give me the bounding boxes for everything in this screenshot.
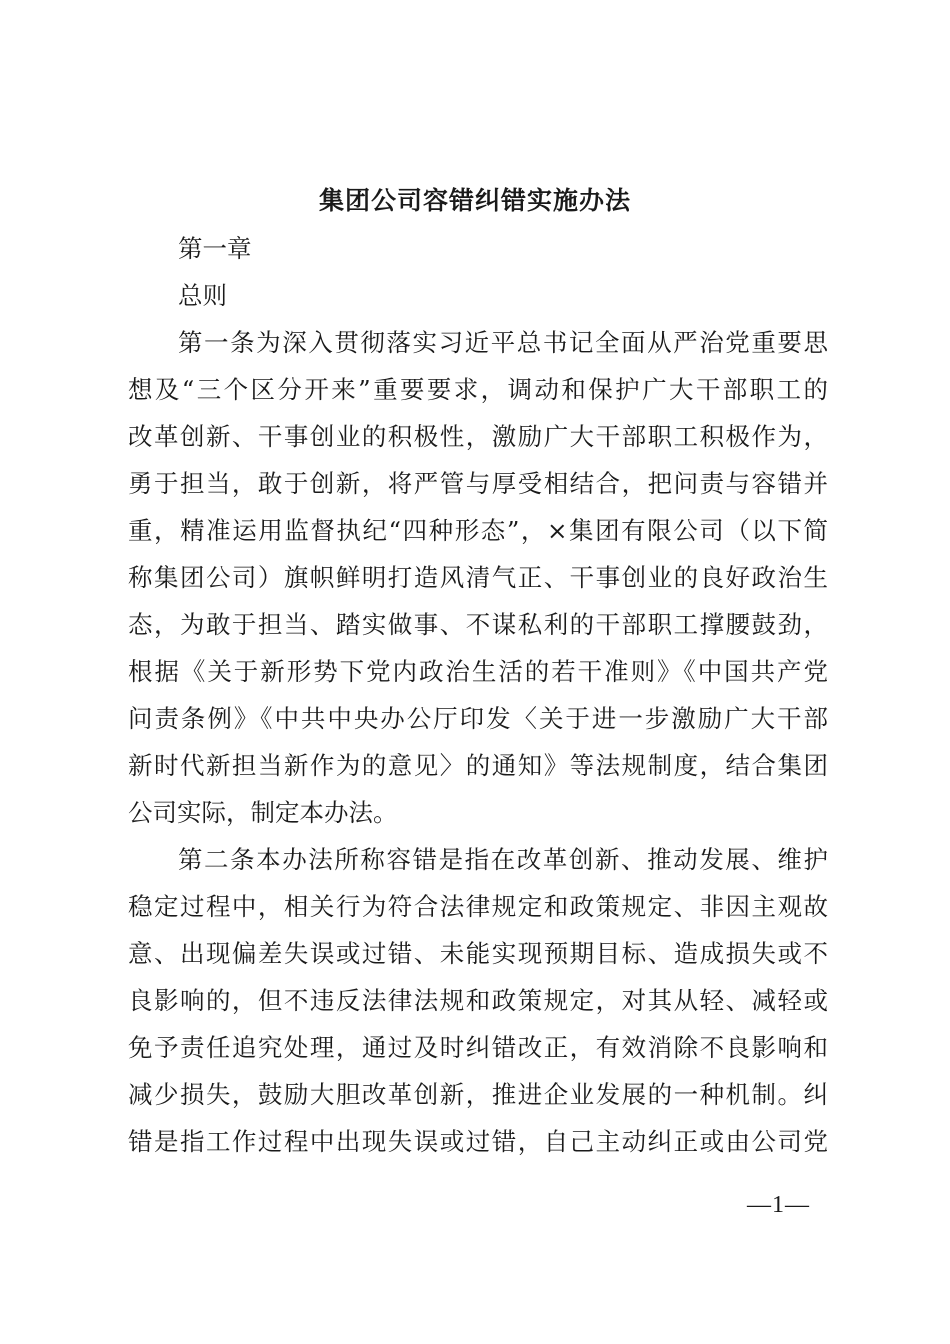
paragraph-line: 公司实际，制定本办法。 — [128, 798, 398, 827]
article-1 — [128, 319, 828, 836]
paragraph-line: 根据《关于新形势下党内政治生活的若干准则》《中国共产党 — [128, 657, 828, 686]
page-number: —1— — [747, 1192, 810, 1218]
paragraph-line: 错是指工作过程中出现失误或过错，自己主动纠正或由公司党 — [128, 1127, 828, 1156]
document-title: 集团公司容错纠错实施办法 — [318, 186, 631, 215]
paragraph-line: 改革创新、干事创业的积极性，激励广大干部职工积极作为， — [128, 422, 828, 451]
paragraph-line: 称集团公司）旗帜鲜明打造风清气正、干事创业的良好政治生 — [128, 563, 828, 592]
paragraph-line: 第二条本办法所称容错是指在改革创新、推动发展、维护 — [178, 845, 828, 874]
article-2 — [128, 836, 828, 1165]
document-body — [128, 225, 828, 1165]
paragraph-line: 免予责任追究处理，通过及时纠错改正，有效消除不良影响和 — [128, 1033, 828, 1062]
paragraph-line: 减少损失，鼓励大胆改革创新，推进企业发展的一种机制。纠 — [128, 1080, 828, 1109]
paragraph-line: 意、出现偏差失误或过错、未能实现预期目标、造成损失或不 — [128, 939, 828, 968]
chapter-heading: 第一章 — [178, 234, 252, 263]
paragraph-line: 想及“三个区分开来”重要要求，调动和保护广大干部职工的 — [128, 375, 828, 404]
paragraph-line: 重，精准运用监督执纪“四种形态”，×集团有限公司（以下简 — [128, 516, 828, 545]
paragraph-line: 问责条例》《中共中央办公厅印发〈关于进一步激励广大干部 — [128, 704, 828, 733]
paragraph-line: 良影响的，但不违反法律法规和政策规定，对其从轻、减轻或 — [128, 986, 828, 1015]
paragraph-line: 稳定过程中，相关行为符合法律规定和政策规定、非因主观故 — [128, 892, 828, 921]
paragraph-line: 态，为敢于担当、踏实做事、不谋私利的干部职工撑腰鼓劲， — [128, 610, 828, 639]
paragraph-line: 新时代新担当新作为的意见〉的通知》等法规制度，结合集团 — [128, 751, 828, 780]
paragraph-line: 第一条为深入贯彻落实习近平总书记全面从严治党重要思 — [178, 328, 828, 357]
paragraph-line: 勇于担当，敢于创新，将严管与厚受相结合，把问责与容错并 — [128, 469, 828, 498]
chapter-subtitle: 总则 — [178, 281, 227, 310]
